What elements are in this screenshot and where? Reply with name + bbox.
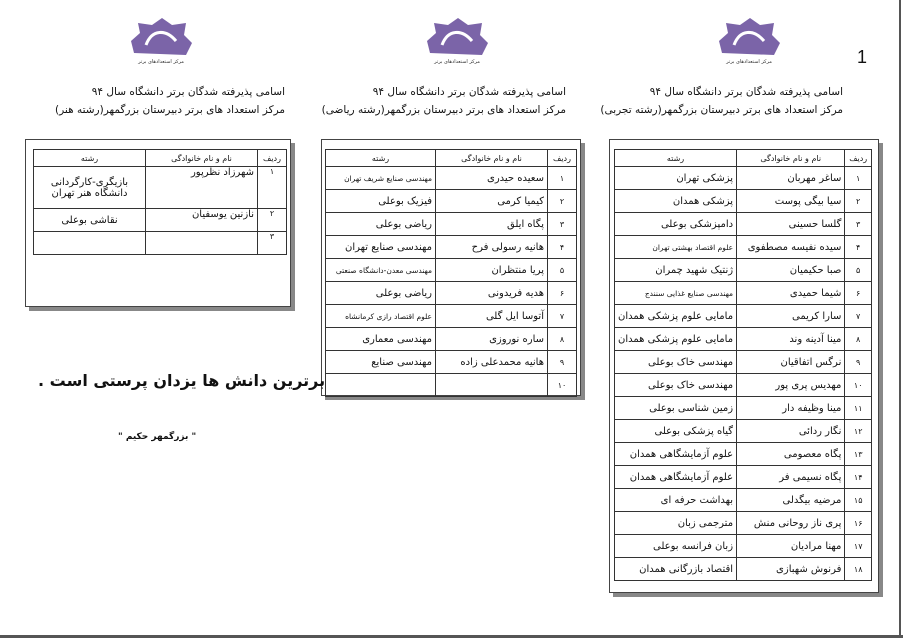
right-subtitle: مرکز استعداد های برتر دبیرستان بزرگمهر(رشته تجربی): [600, 104, 843, 116]
student-field-cell: [34, 167, 146, 209]
student-name: سارا کریمی: [737, 305, 845, 328]
student-name: کیمیا کرمی: [436, 190, 548, 213]
row-index: ۷: [845, 305, 872, 328]
student-name: پری ناز روحانی منش: [737, 512, 845, 535]
student-name: پریا منتظران: [436, 259, 548, 282]
table-row: [615, 282, 872, 305]
table-header-row: [34, 150, 287, 167]
row-index: ۱: [258, 167, 287, 209]
row-index: ۱۳: [845, 443, 872, 466]
svg-text:مرکز استعدادهای برتر: مرکز استعدادهای برتر: [726, 59, 772, 65]
table-row: [326, 351, 577, 374]
table-row: [615, 213, 872, 236]
student-name: ساغر مهربان: [737, 167, 845, 190]
row-index: ۴: [845, 236, 872, 259]
row-index: ۶: [548, 282, 577, 305]
table-row: [615, 489, 872, 512]
table-row: [34, 209, 287, 232]
student-field: بازیگری-کارگردانی: [50, 176, 129, 188]
student-name: آتوسا ایل گلی: [436, 305, 548, 328]
student-name: مهنا مرادیان: [737, 535, 845, 558]
student-field: مامایی علوم پزشکی همدان: [615, 305, 737, 328]
row-index: ۸: [548, 328, 577, 351]
table-row: [326, 328, 577, 351]
student-field: مهندسی صنایع غذایی سنندج: [615, 282, 737, 305]
student-name: شهرزاد نظرپور: [146, 167, 258, 209]
student-name: سیده نفیسه مصطفوی: [737, 236, 845, 259]
student-field: علوم اقتصاد بهشتی تهران: [615, 236, 737, 259]
table-row: [326, 190, 577, 213]
student-name: مینا آدینه وند: [737, 328, 845, 351]
middle-subtitle: مرکز استعداد های برتر دبیرستان بزرگمهر(رشته ریاضی): [321, 104, 566, 116]
col-index-header: ردیف: [258, 150, 287, 167]
student-field: [326, 374, 436, 397]
table-row: [615, 259, 872, 282]
student-field: علوم آزمایشگاهی همدان: [615, 443, 737, 466]
student-name: سعیده حیدری: [436, 167, 548, 190]
table-row: [326, 167, 577, 190]
student-name: ساره نوروزی: [436, 328, 548, 351]
table-row: [615, 351, 872, 374]
student-field: زمین شناسی بوعلی: [615, 397, 737, 420]
student-name: مینا وظیفه دار: [737, 397, 845, 420]
student-field: مترجمی زبان: [615, 512, 737, 535]
student-field-cell: [34, 232, 146, 255]
quote-text: برترین دانش ها یزدان پرستی است .: [38, 371, 326, 390]
student-field: ریاضی بوعلی: [326, 213, 436, 236]
page-right-border: [899, 0, 901, 638]
student-field: گیاه پزشکی بوعلی: [615, 420, 737, 443]
right-header: [600, 83, 843, 119]
student-field: اقتصاد بازرگانی همدان: [615, 558, 737, 581]
row-index: ۹: [845, 351, 872, 374]
student-field: مهندسی صنایع: [326, 351, 436, 374]
quote-author: " بزرگمهر حکیم ": [118, 432, 197, 442]
col-name-header: نام و نام خانوادگی: [436, 150, 548, 167]
table-row: [615, 420, 872, 443]
row-index: ۶: [845, 282, 872, 305]
table-row: [615, 236, 872, 259]
student-field: فیزیک بوعلی: [326, 190, 436, 213]
row-index: ۳: [845, 213, 872, 236]
student-name: پگاه معصومی: [737, 443, 845, 466]
col-field-header: رشته: [615, 150, 737, 167]
table-row: [615, 397, 872, 420]
student-field: علوم اقتصاد رازی کرمانشاه: [326, 305, 436, 328]
table-row: [326, 213, 577, 236]
table-row: [34, 232, 287, 255]
svg-text:مرکز استعدادهای برتر: مرکز استعدادهای برتر: [138, 59, 184, 65]
col-name-header: نام و نام خانوادگی: [146, 150, 258, 167]
row-index: ۵: [548, 259, 577, 282]
logo-emblem-icon: [126, 15, 196, 65]
student-name: نرگس اتفاقیان: [737, 351, 845, 374]
col-name-header: نام و نام خانوادگی: [737, 150, 845, 167]
student-name: [436, 374, 548, 397]
col-field-header: رشته: [326, 150, 436, 167]
table-row: [326, 282, 577, 305]
row-index: ۲: [548, 190, 577, 213]
left-title: اسامی پذیرفته شدگان برتر دانشگاه سال ۹۴: [91, 86, 285, 98]
student-name: پگاه ایلق: [436, 213, 548, 236]
student-name: پگاه نسیمی فر: [737, 466, 845, 489]
right-title: اسامی پذیرفته شدگان برتر دانشگاه سال ۹۴: [649, 86, 843, 98]
student-field: دامپزشکی بوعلی: [615, 213, 737, 236]
table-row: [615, 305, 872, 328]
row-index: ۷: [548, 305, 577, 328]
table-row: [615, 167, 872, 190]
row-index: ۳: [548, 213, 577, 236]
logo-emblem-icon: [422, 15, 492, 65]
table-row: [326, 305, 577, 328]
row-index: ۱: [845, 167, 872, 190]
student-field: ژنتیک شهید چمران: [615, 259, 737, 282]
student-name: صبا حکیمیان: [737, 259, 845, 282]
table-row: [615, 190, 872, 213]
student-field: مهندسی خاک بوعلی: [615, 374, 737, 397]
middle-title: اسامی پذیرفته شدگان برتر دانشگاه سال ۹۴: [372, 86, 566, 98]
row-index: ۵: [845, 259, 872, 282]
student-field: مهندسی صنایع تهران: [326, 236, 436, 259]
left-subtitle: مرکز استعداد های برتر دبیرستان بزرگمهر(رشته هنر): [55, 104, 285, 116]
middle-header: [322, 83, 566, 119]
table-row: [615, 443, 872, 466]
row-index: ۳: [258, 232, 287, 255]
right-table: [614, 149, 872, 581]
student-name: هانیه رسولی فرح: [436, 236, 548, 259]
student-field: مهندسی معماری: [326, 328, 436, 351]
student-field-cell: [34, 209, 146, 232]
student-field: پزشکی تهران: [615, 167, 737, 190]
col-field-header: رشته: [34, 150, 146, 167]
row-index: ۲: [258, 209, 287, 232]
col-index-header: ردیف: [845, 150, 872, 167]
student-name: مرضیه بیگدلی: [737, 489, 845, 512]
row-index: ۱۱: [845, 397, 872, 420]
student-name: مهدیس پری پور: [737, 374, 845, 397]
row-index: ۱۰: [548, 374, 577, 397]
student-university: دانشگاه هنر تهران: [51, 187, 128, 199]
row-index: ۹: [548, 351, 577, 374]
row-index: ۱۷: [845, 535, 872, 558]
row-index: ۱۲: [845, 420, 872, 443]
middle-table: [325, 149, 577, 397]
row-index: ۴: [548, 236, 577, 259]
table-header-row: [326, 150, 577, 167]
student-name: سیا بیگی پوست: [737, 190, 845, 213]
student-field: زبان فرانسه بوعلی: [615, 535, 737, 558]
row-index: ۲: [845, 190, 872, 213]
student-name: گلسا حسینی: [737, 213, 845, 236]
svg-text:مرکز استعدادهای برتر: مرکز استعدادهای برتر: [434, 59, 480, 65]
row-index: ۸: [845, 328, 872, 351]
table-header-row: [615, 150, 872, 167]
student-field: علوم آزمایشگاهی همدان: [615, 466, 737, 489]
student-field: نقاشی بوعلی: [61, 214, 118, 226]
left-table: [33, 149, 287, 255]
logo-left: [126, 15, 196, 65]
logo-emblem-icon: [714, 15, 784, 65]
row-index: ۱۶: [845, 512, 872, 535]
student-field: مامایی علوم پزشکی همدان: [615, 328, 737, 351]
student-field: پزشکی همدان: [615, 190, 737, 213]
student-field: مهندسی معدن-دانشگاه صنعتی: [326, 259, 436, 282]
page-number: 1: [857, 47, 868, 67]
student-field: ریاضی بوعلی: [326, 282, 436, 305]
table-row: [326, 374, 577, 397]
student-field: بهداشت حرفه ای: [615, 489, 737, 512]
table-row: [615, 512, 872, 535]
row-index: ۱۸: [845, 558, 872, 581]
logo-right: [714, 15, 784, 65]
table-row: [615, 328, 872, 351]
table-row: [34, 167, 287, 209]
table-row: [615, 558, 872, 581]
table-row: [326, 259, 577, 282]
table-row: [615, 535, 872, 558]
row-index: ۱۰: [845, 374, 872, 397]
student-name: شیما حمیدی: [737, 282, 845, 305]
col-index-header: ردیف: [548, 150, 577, 167]
student-name: هدیه فریدونی: [436, 282, 548, 305]
student-name: هانیه محمدعلی زاده: [436, 351, 548, 374]
student-name: نگار ردائی: [737, 420, 845, 443]
row-index: ۱: [548, 167, 577, 190]
table-row: [615, 374, 872, 397]
student-name: فرنوش شهبازی: [737, 558, 845, 581]
table-row: [326, 236, 577, 259]
left-header: [55, 83, 285, 119]
student-name: نازنین یوسفیان: [146, 209, 258, 232]
student-field: مهندسی صنایع شریف تهران: [326, 167, 436, 190]
row-index: ۱۵: [845, 489, 872, 512]
student-field: مهندسی خاک بوعلی: [615, 351, 737, 374]
student-name: [146, 232, 258, 255]
logo-middle: [422, 15, 492, 65]
row-index: ۱۴: [845, 466, 872, 489]
table-row: [615, 466, 872, 489]
